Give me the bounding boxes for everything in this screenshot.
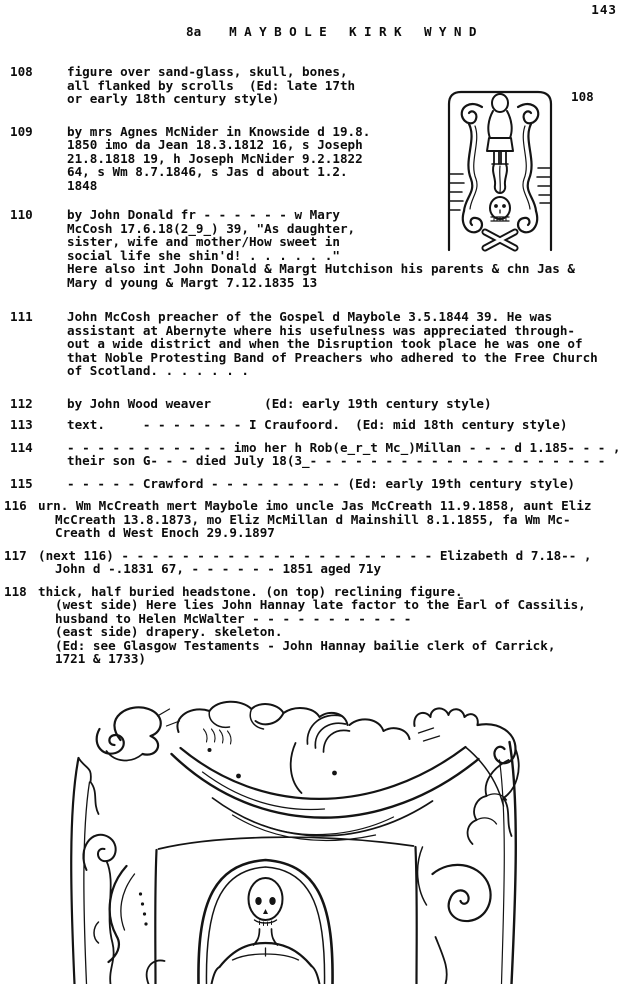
entry-lines bbox=[67, 397, 630, 411]
scroll-right bbox=[518, 104, 538, 232]
entry bbox=[0, 549, 630, 576]
entry-line: Mary d young & Margt 7.12.1835 13 bbox=[67, 274, 318, 290]
entry-line: - - - - - - - - - - - imo her h Rob(e̲r̲t Mc̲)Millan - - - d 1.185- - - , bbox=[67, 439, 621, 455]
entry-line: text. - - - - - - - I Craufoord. (Ed: mid 18th century style) bbox=[67, 417, 568, 432]
right-panel-spiral bbox=[418, 847, 491, 984]
skeleton-bust bbox=[212, 878, 320, 984]
entry bbox=[0, 418, 630, 432]
entry bbox=[0, 499, 630, 540]
crossed-bones-icon bbox=[485, 232, 515, 248]
entry-line: sister, wife and mother/How sweet in bbox=[67, 234, 340, 249]
figure-head-arcs bbox=[307, 715, 409, 752]
entry-line: John McCosh preacher of the Gospel d Maybole 3.5.1844 39. He was bbox=[67, 309, 553, 324]
figure-108-illustration bbox=[444, 86, 556, 254]
entry-number: 117 bbox=[4, 547, 27, 563]
right-border bbox=[466, 742, 516, 984]
entry-lines bbox=[38, 583, 630, 666]
entry-number: 112 bbox=[10, 395, 33, 411]
entry-line: 21.8.1818 19, h Joseph McNider 9.2.1822 bbox=[67, 150, 363, 166]
entry-line: social life she shin'd! . . . . . ." bbox=[67, 247, 340, 263]
entry-lines bbox=[38, 547, 630, 576]
entry-line: (east side) drapery. skeleton. bbox=[55, 624, 283, 639]
reclining-figure-lumps bbox=[177, 702, 347, 752]
section-label: 8a bbox=[186, 24, 202, 39]
grasping-hand bbox=[414, 708, 478, 741]
entry bbox=[0, 477, 630, 491]
skull-icon bbox=[490, 197, 510, 221]
entry-line: by mrs Agnes McNider in Knowside d 19.8. bbox=[67, 123, 371, 139]
entry-line: by John Wood weaver (Ed: early 19th century style) bbox=[67, 395, 492, 411]
carved-stone-svg bbox=[444, 86, 556, 254]
entry-line: John d -.1831 67, - - - - - - 1851 aged 71y bbox=[55, 561, 382, 576]
entry-line: 1721 & 1733) bbox=[55, 651, 146, 666]
entry-lines bbox=[67, 441, 630, 468]
entry-number: 115 bbox=[10, 475, 33, 491]
entry-number: 114 bbox=[10, 439, 33, 455]
panel-frame bbox=[155, 837, 417, 984]
entry bbox=[0, 310, 630, 378]
entry-number: 109 bbox=[10, 123, 33, 139]
page-number: 143 bbox=[591, 2, 617, 17]
entry-number: 118 bbox=[4, 583, 27, 599]
headstone-illustration bbox=[62, 698, 560, 984]
entry-line: McCosh 17.6.18(2̲9̲) 39, "As daughter, bbox=[67, 220, 356, 236]
entry-number: 116 bbox=[4, 498, 27, 513]
entry-line: or early 18th century style) bbox=[67, 91, 280, 106]
entry-line: of Scotland. . . . . . . bbox=[67, 363, 249, 378]
entry-line: Creath d West Enoch 29.9.1897 bbox=[55, 525, 275, 540]
entry-line: husband to Helen McWalter - - - - - - - - - - - bbox=[55, 610, 412, 626]
entry-lines bbox=[67, 310, 630, 378]
entry-line: their son G- - - died July 18(3̲- - - - - - - - - - - - - - - - - - - - bbox=[67, 453, 606, 468]
entry-line: 1848 bbox=[67, 177, 98, 193]
entry-number: 110 bbox=[10, 207, 33, 222]
entry-line: (next 116) - - - - - - - - - - - - - - - - - - - - - Elizabeth d 7.18-- , bbox=[38, 547, 592, 563]
page-header bbox=[186, 25, 484, 39]
entry-number: 108 bbox=[10, 64, 33, 79]
entry-line: - - - - - Crawford - - - - - - - - - (Ed: early 19th century style) bbox=[67, 475, 575, 491]
entry bbox=[0, 585, 630, 666]
entry-lines bbox=[67, 477, 630, 491]
entry-line: that Noble Protesting Band of Preachers who adhered to the Free Church bbox=[67, 349, 598, 365]
entry-line: McCreath 13.8.1873, mo Eliz McMillan d Mainshill 8.1.1855, fa Wm Mc- bbox=[55, 511, 571, 527]
entry-line: assistant at Abernyte where his usefulness was appreciated through- bbox=[67, 322, 575, 338]
top-right-scroll bbox=[478, 724, 519, 836]
entry-line: all flanked by scrolls (Ed: late 17th bbox=[67, 77, 356, 93]
entry-line: 64, s Wm 8.7.1846, s Jas d about 1.2. bbox=[67, 164, 348, 179]
entry bbox=[0, 397, 630, 411]
entry bbox=[0, 441, 630, 468]
draped-body bbox=[172, 743, 479, 840]
entry-line: thick, half buried headstone. (on top) reclining figure. bbox=[38, 583, 463, 599]
entry-lines bbox=[38, 498, 630, 540]
page-title: MAYBOLE KIRK WYND bbox=[229, 24, 484, 39]
entry-line: (west side) Here lies John Hannay late factor to the Ēarl of Cassilis, bbox=[55, 597, 586, 612]
top-left-scroll-knot bbox=[97, 707, 180, 760]
entry-lines bbox=[67, 418, 630, 432]
left-panel-ornament bbox=[94, 866, 148, 962]
entry-line: Here also int John Donald & Margt Hutchison his parents & chn Jas & bbox=[67, 261, 575, 276]
entry-number: 113 bbox=[10, 417, 33, 432]
entry-line: 1850 imo da Jean 18.3.1812 16, s Joseph bbox=[67, 137, 363, 152]
entry-number: 111 bbox=[10, 309, 33, 324]
headstone-svg bbox=[62, 698, 560, 984]
entry-line: (Ed: see Glasgow Testaments - John Hannay bailie clerk of Carrick, bbox=[55, 637, 556, 653]
entry-line: figure over sand-glass, skull, bones, bbox=[67, 64, 348, 79]
entry-line: by John Donald fr - - - - - - w Mary bbox=[67, 207, 340, 222]
entry-line: urn. Wm McCreath mert Maybole imo uncle Jas McCreath 11.9.1858, aunt Eliz bbox=[38, 498, 592, 513]
effigy-figure bbox=[487, 94, 513, 193]
figure-108-label: 108 bbox=[571, 89, 594, 104]
scroll-left bbox=[462, 104, 482, 232]
entry-line: out a wide district and when the Disruption took place he was one of bbox=[67, 336, 583, 351]
